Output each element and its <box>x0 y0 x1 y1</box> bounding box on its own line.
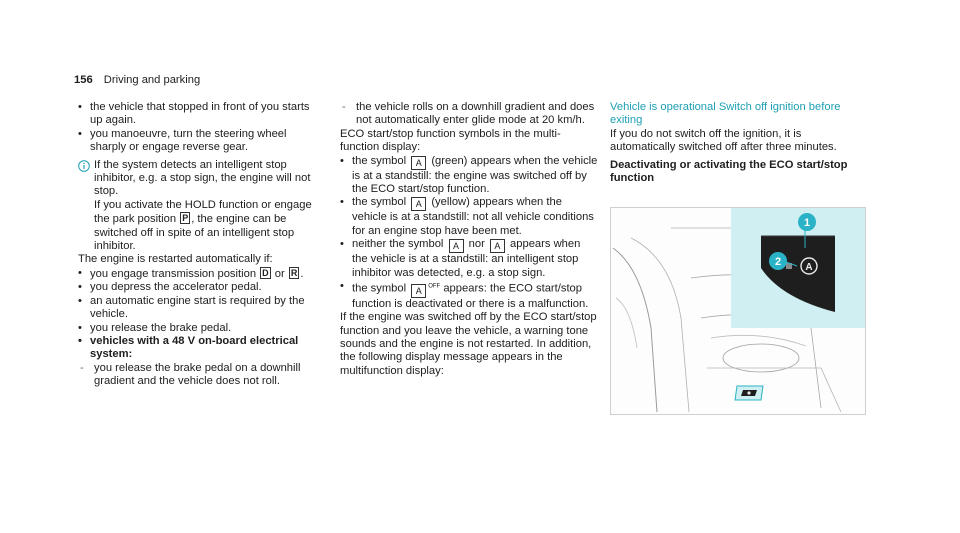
eco-off-symbol: A $^{OFF}$ <box>409 283 440 295</box>
section-title: Driving and parking <box>103 74 201 86</box>
list-subitem: - you release the brake pedal on a downhill gradient and the vehicle does not roll. <box>78 362 324 389</box>
list-item: • you release the brake pedal. <box>78 322 324 335</box>
page-number: 156 <box>74 74 93 86</box>
bullet-list-top <box>78 101 324 155</box>
note-text-a: If the system detects an intelligent stop inhibitor, e.g. a stop sign, the engine will not stop. <box>94 158 311 198</box>
column-left <box>78 101 324 389</box>
callout-2-label: 2 <box>774 256 782 268</box>
list-item: • vehicles with a 48 V on-board electrical system: <box>78 335 324 362</box>
eco-start-stop-symbol: A <box>490 239 505 253</box>
restart-intro: The engine is restarted automatically if: <box>78 253 273 266</box>
gear-key-p: P <box>182 213 189 224</box>
list-item: • the symbol A (green) appears when the vehicle is at a standstill: the engine was switched off by the ECO start/stop function. <box>340 155 598 197</box>
list-item: • you depress the accelerator pedal. <box>78 281 324 294</box>
list-item: • you engage transmission position D or R . <box>78 267 324 281</box>
column-right <box>610 101 866 185</box>
info-note <box>78 159 324 254</box>
restart-list <box>78 267 324 362</box>
page-header <box>74 74 200 87</box>
subheading: Deactivating or activating the ECO start/stop function <box>610 158 848 185</box>
center-console-illustration <box>610 207 866 415</box>
callout-1-label: 1 <box>803 217 811 229</box>
eco-start-stop-symbol: A <box>449 239 464 253</box>
restart-sublist <box>78 362 324 389</box>
list-item: • neither the symbol A nor A appears when the vehicle is at a standstill: an intelligent stop inhibitor was detected, e.g. a stop sign. <box>340 238 598 280</box>
info-note-icon <box>78 160 90 172</box>
svg-text:A: A <box>805 262 813 273</box>
list-item: • the vehicle that stopped in front of you starts up again. <box>78 101 324 128</box>
column-middle <box>340 101 598 378</box>
eco-start-stop-symbol: A <box>411 197 426 211</box>
note-text-b: If you activate the HOLD function or engage the park position P , the engine can be switched off in spite of an intelligent stop inhibitor. <box>94 198 312 253</box>
list-item: • the symbol A (yellow) appears when the vehicle is at a standstill: not all vehicle conditions for an engine stop have been met. <box>340 196 598 238</box>
gear-key-r: R <box>290 267 298 278</box>
list-subitem: - the vehicle rolls on a downhill gradient and does not automatically enter glide mode at 20 km/h. <box>340 101 598 128</box>
list-item: • the symbol A $^{OFF}$ appears: the ECO start/stop function is deactivated or there is a malfunction. <box>340 280 598 311</box>
console-drawing <box>611 208 865 414</box>
paragraph-auto-off: If you do not switch off the ignition, it is automatically switched off after three minutes. <box>610 127 837 154</box>
eco-symbol-list <box>340 155 598 312</box>
sublist-top <box>340 101 598 128</box>
eco-start-stop-symbol: A <box>411 156 426 170</box>
list-item: • you manoeuvre, turn the steering wheel sharply or engage reverse gear. <box>78 128 324 155</box>
section-heading: Vehicle is operational Switch off ignition before exiting <box>610 101 841 127</box>
paragraph-warning: If the engine was switched off by the ECO start/stop function and you leave the vehicle, a warning tone sounds and the engine is not restarted. In addition, the following display message appears in the multifunction display: <box>340 311 597 377</box>
list-item: • an automatic engine start is required by the vehicle. <box>78 295 324 322</box>
eco-intro: ECO start/stop function symbols in the multi-function display: <box>340 127 561 154</box>
gear-key-d: D <box>262 267 269 278</box>
